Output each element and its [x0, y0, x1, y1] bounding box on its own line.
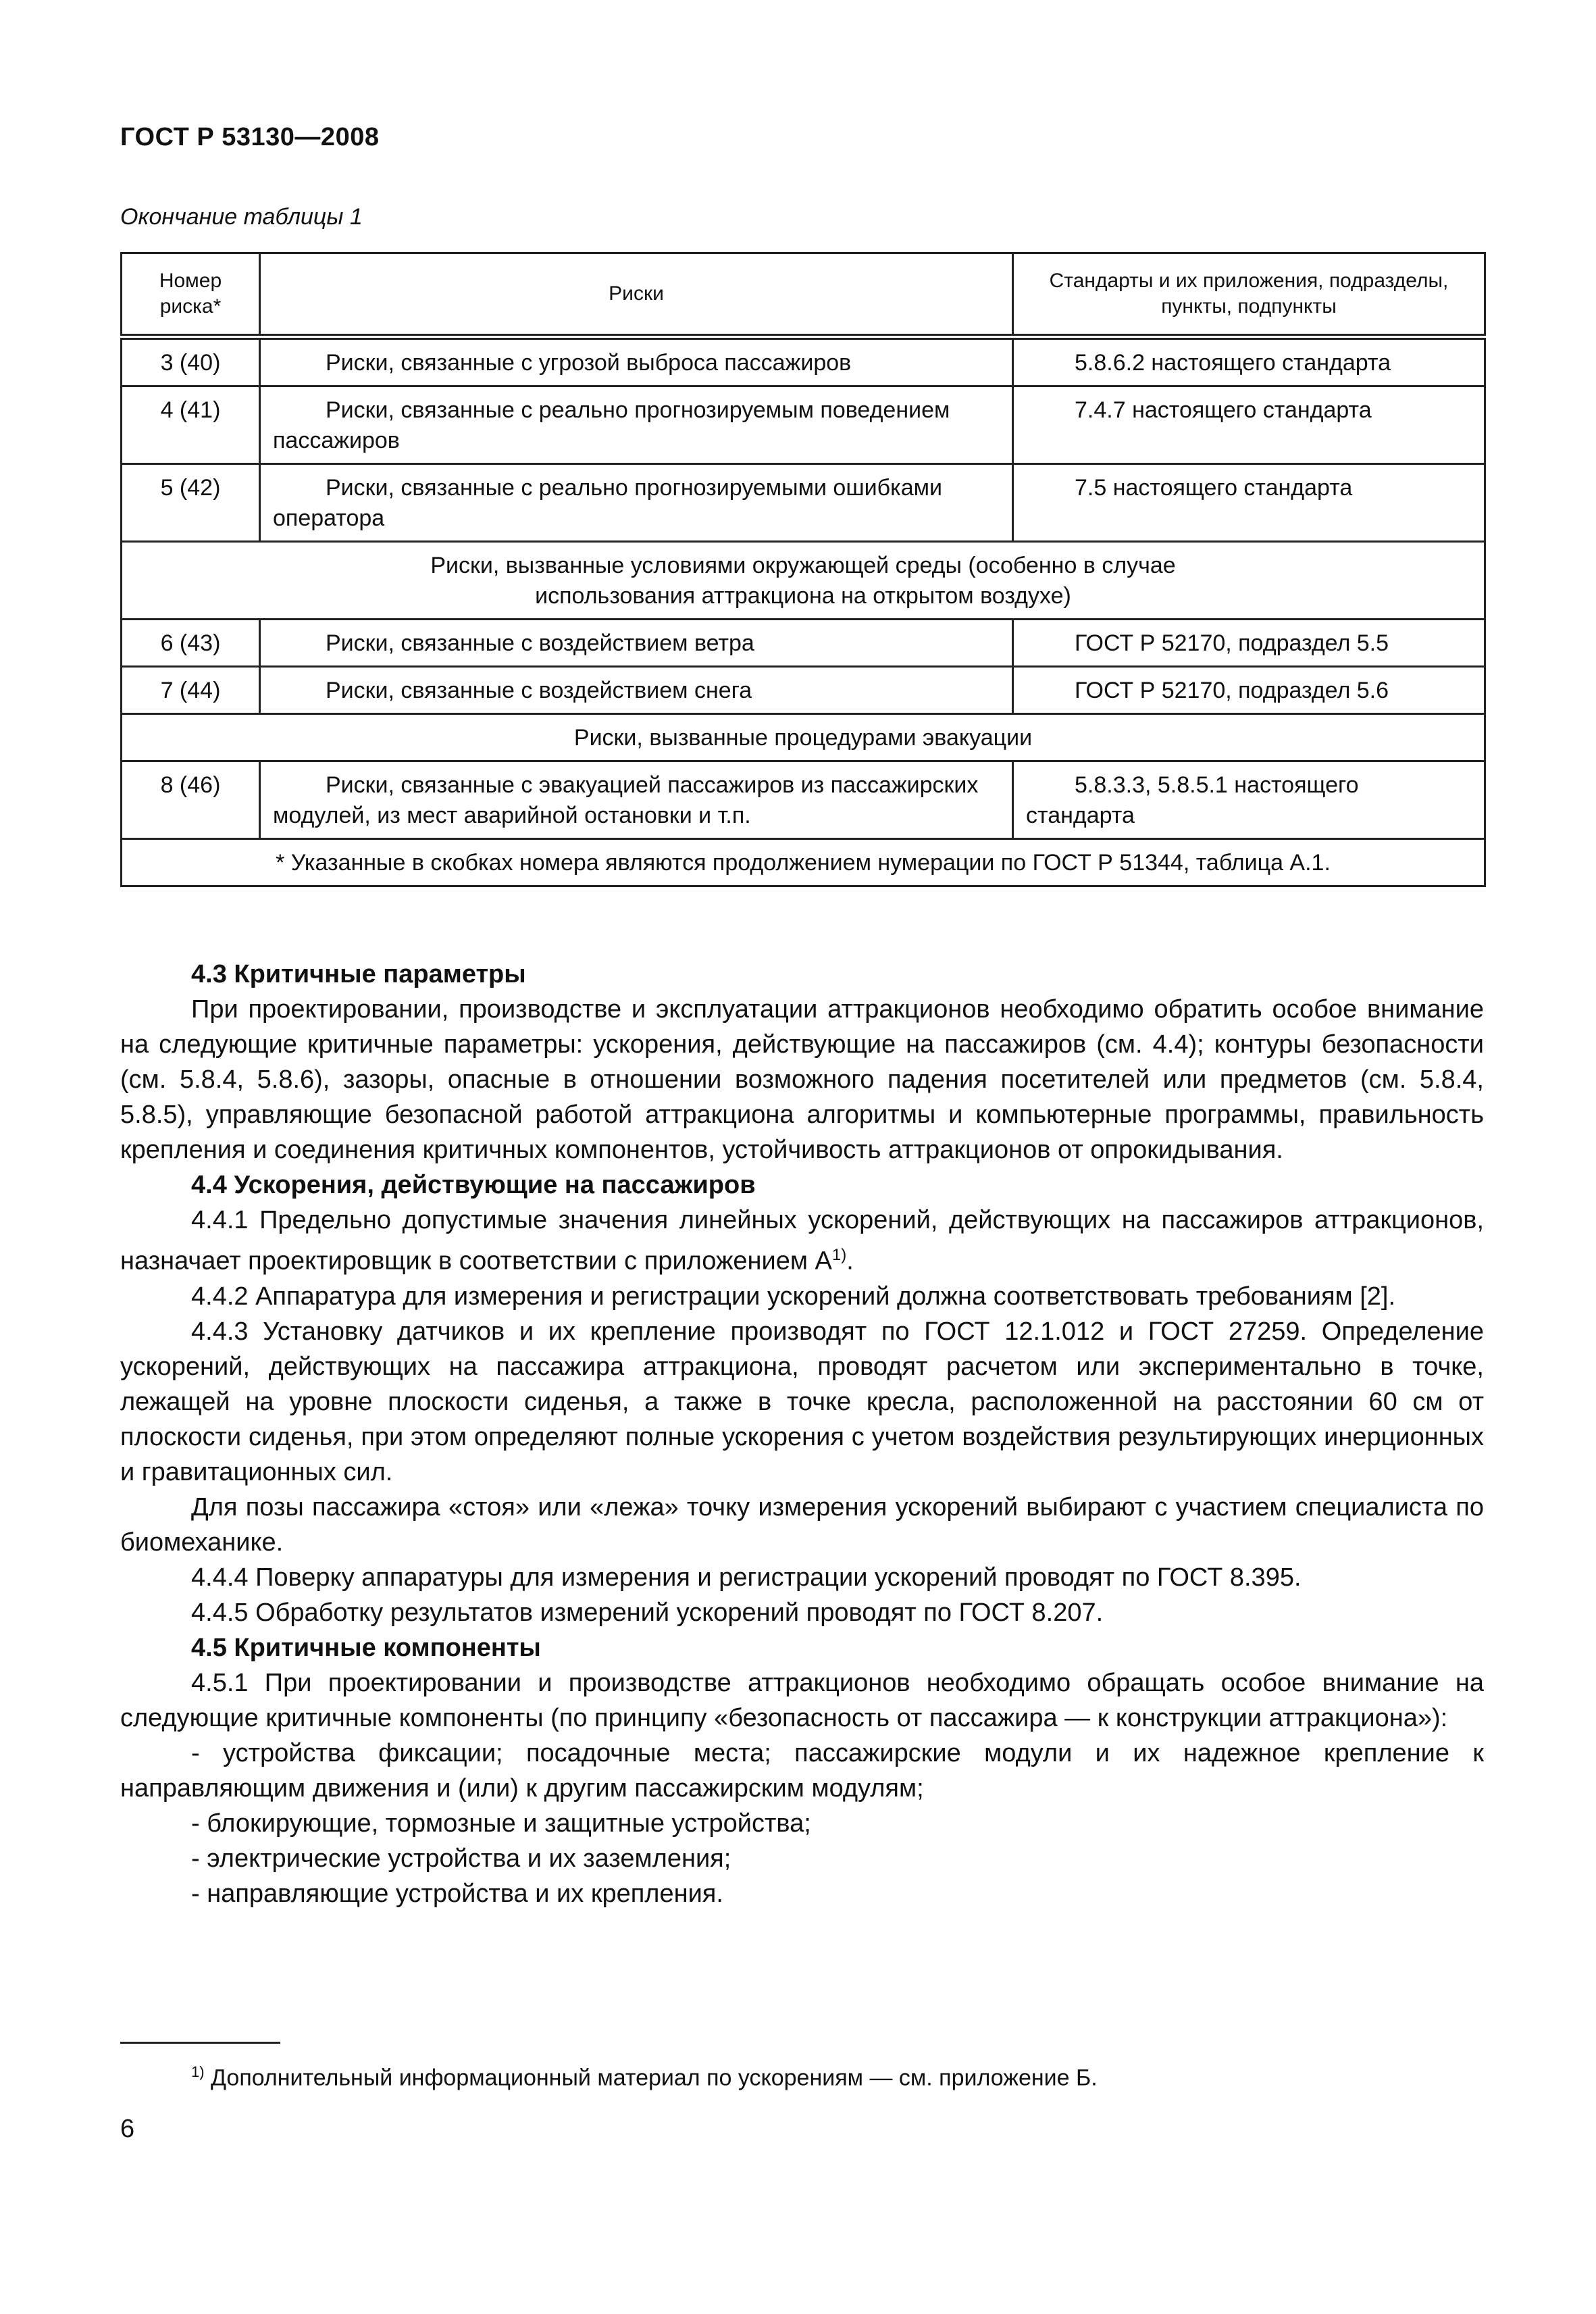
risk-reference: 7.5 настоящего стандарта — [1013, 464, 1485, 542]
list-item: - блокирующие, тормозные и защитные устройства; — [191, 1809, 811, 1838]
risk-number: 3 (40) — [122, 337, 260, 386]
risks-table — [120, 252, 1486, 887]
table-header-row — [122, 253, 1485, 337]
risk-number: 5 (42) — [122, 464, 260, 542]
footnote-text: Дополнительный информационный материал по ускорениям — см. приложение Б. — [211, 2065, 1098, 2091]
paragraph: При проектировании, производстве и эксплуатации аттракционов необходимо обратить особое внимание на следующие критичные параметры: ускорения, действующие на пассажиров (см. 4.4); контуры безопасности (см. 5.8.4, 5.8.6), зазоры, опасные в отношении возможного падения посетителей или предметов (см. 5.8.4, 5.8.5), управляющие безопасной работой аттракциона алгоритмы и компьютерные программы, правильность крепления и соединения критичных компонентов, устойчивость аттракционов от опрокидывания. — [120, 995, 1484, 1164]
page-number: 6 — [120, 2115, 135, 2143]
table-row — [122, 620, 1485, 667]
footnote-divider — [120, 2042, 280, 2044]
paragraph: Для позы пассажира «стоя» или «лежа» точку измерения ускорений выбирают с участием специалиста по биомеханике. — [120, 1492, 1484, 1557]
section-heading-4-3: 4.3 Критичные параметры — [191, 960, 526, 988]
paragraph: 4.4.5 Обработку результатов измерений ускорений проводят по ГОСТ 8.207. — [191, 1598, 1104, 1627]
risk-description: Риски, связанные с реально прогнозируемым поведением пассажиров — [260, 386, 1013, 464]
list-item: - устройства фиксации; посадочные места; пассажирские модули и их надежное крепление к направляющим движения и (или) к другим пассажирским модулям; — [120, 1738, 1484, 1803]
table-row — [122, 667, 1485, 714]
risk-description: Риски, связанные с реально прогнозируемыми ошибками оператора — [260, 464, 1013, 542]
paragraph: 4.4.3 Установку датчиков и их крепление производят по ГОСТ 12.1.012 и ГОСТ 27259. Определение ускорений, действующих на пассажира аттракциона, проводят расчетом или экспериментально в точке, лежащей на уровне плоскости сиденья, а также в точке кресла, расположенной на расстоянии 60 см от плоскости сиденья, при этом определяют полные ускорения с учетом воздействия результирующих инерционных и гравитационных сил. — [120, 1317, 1484, 1486]
footnote-mark: 1) — [191, 2063, 205, 2080]
section-heading: Риски, вызванные условиями окружающей среды (особенно в случае использования аттракциона на открытом воздухе) — [122, 542, 1485, 620]
section-heading: Риски, вызванные процедурами эвакуации — [122, 714, 1485, 761]
risk-number: 8 (46) — [122, 761, 260, 839]
table-section-row — [122, 714, 1485, 761]
risk-description: Риски, связанные с эвакуацией пассажиров из пассажирских модулей, из мест аварийной остановки и т.п. — [260, 761, 1013, 839]
header-standards: Стандарты и их приложения, подразделы, пункты, подпункты — [1013, 253, 1485, 337]
section-heading-4-5: 4.5 Критичные компоненты — [191, 1633, 541, 1662]
risk-reference: 7.4.7 настоящего стандарта — [1013, 386, 1485, 464]
table-footnote-row — [122, 839, 1485, 886]
risk-reference: 5.8.3.3, 5.8.5.1 настоящего стандарта — [1013, 761, 1485, 839]
table-footnote: * Указанные в скобках номера являются продолжением нумерации по ГОСТ Р 51344, таблица А.1. — [122, 839, 1485, 886]
risk-reference: ГОСТ Р 52170, подраздел 5.5 — [1013, 620, 1485, 667]
table-row — [122, 386, 1485, 464]
risk-description: Риски, связанные с угрозой выброса пассажиров — [260, 337, 1013, 386]
table-row — [122, 464, 1485, 542]
body-text — [120, 957, 1484, 1911]
paragraph — [120, 1203, 1484, 1279]
table-caption: Окончание таблицы 1 — [120, 204, 363, 230]
risk-reference: 5.8.6.2 настоящего стандарта — [1013, 337, 1485, 386]
table-section-row — [122, 542, 1485, 620]
risk-description: Риски, связанные с воздействием снега — [260, 667, 1013, 714]
list-item: - электрические устройства и их заземления; — [191, 1844, 731, 1873]
table-row — [122, 761, 1485, 839]
risk-number: 7 (44) — [122, 667, 260, 714]
section-heading-4-4: 4.4 Ускорения, действующие на пассажиров — [191, 1171, 756, 1199]
paragraph: 4.4.2 Аппаратура для измерения и регистрации ускорений должна соответствовать требованиям [2]. — [191, 1282, 1396, 1311]
paragraph-end: . — [846, 1247, 854, 1276]
footnote-reference: 1) — [831, 1246, 847, 1264]
header-risks: Риски — [260, 253, 1013, 337]
list-item: - направляющие устройства и их крепления. — [191, 1879, 723, 1908]
document-header: ГОСТ Р 53130—2008 — [120, 123, 380, 151]
risk-description: Риски, связанные с воздействием ветра — [260, 620, 1013, 667]
table-row — [122, 337, 1485, 386]
paragraph: 4.5.1 При проектировании и производстве аттракционов необходимо обращать особое внимание на следующие критичные компоненты (по принципу «безопасность от пассажира — к конструкции аттракциона»): — [120, 1668, 1484, 1732]
risk-number: 6 (43) — [122, 620, 260, 667]
risk-reference: ГОСТ Р 52170, подраздел 5.6 — [1013, 667, 1485, 714]
risk-number: 4 (41) — [122, 386, 260, 464]
header-risk-number: Номер риска* — [122, 253, 260, 337]
paragraph-text: 4.4.1 Предельно допустимые значения линейных ускорений, действующих на пассажиров аттракционов, назначает проектировщик в соответствии с приложением А — [120, 1206, 1484, 1276]
paragraph: 4.4.4 Поверку аппаратуры для измерения и регистрации ускорений проводят по ГОСТ 8.395. — [191, 1563, 1302, 1592]
page-footnote — [191, 2057, 1098, 2092]
